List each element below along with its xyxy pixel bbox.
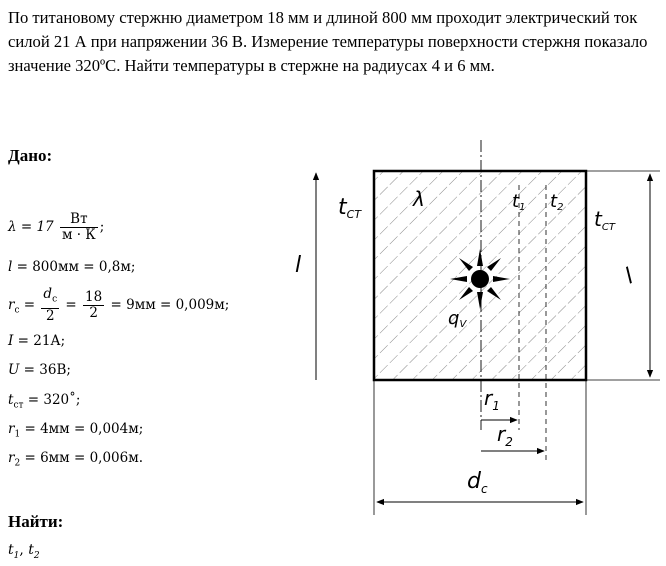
label-l-left: l	[295, 253, 302, 278]
label-tst-left: tСТ	[338, 195, 362, 221]
find-t1: t	[8, 542, 14, 558]
lambda-tail: ;	[99, 219, 105, 235]
label-r1: $r_1$	[484, 386, 500, 413]
dc-symbol: d	[43, 286, 53, 302]
lambda-unit-den: м · К	[61, 227, 96, 243]
label-tst-right: $t_{СТ}$	[594, 207, 615, 233]
lambda-unit-num: Вт	[60, 212, 98, 228]
r2-symbol: r	[8, 450, 15, 466]
label-lambda: λ	[413, 187, 425, 211]
dc-sub: c	[52, 294, 58, 305]
current-symbol: I	[8, 333, 14, 349]
given-heading: Дано:	[8, 146, 53, 165]
r1-sub: 1	[14, 429, 21, 440]
label-qv: qV	[448, 308, 467, 330]
find-t2: t	[28, 542, 34, 558]
find-sep: ,	[19, 542, 29, 558]
radius-frac-2-den: 2	[89, 304, 98, 321]
label-r2: $r_2$	[497, 422, 513, 449]
tsurf-symbol: t	[8, 392, 14, 408]
heat-source-core	[471, 270, 489, 288]
voltage-value: = 36В;	[19, 362, 71, 378]
tsurf-sub: ст	[13, 400, 24, 411]
problem-statement: По титановому стержню диаметром 18 мм и длиной 800 мм проходит электрический ток силой 21 А при напряжении 36 В. Измерение температуры поверхности стержня показало значение 320ºС. Найти температуры в стержне на радиусах 4 и 6 мм.	[8, 8, 648, 75]
current-value: = 21А;	[13, 333, 66, 349]
label-dc: $d_c$	[467, 469, 488, 496]
radius-eq: =	[19, 296, 40, 313]
r1-symbol: r	[8, 421, 15, 437]
label-l-right: l	[621, 264, 638, 290]
radius-frac-2-num: 18	[85, 288, 103, 305]
tsurf-value: = 320˚;	[23, 392, 81, 408]
lambda-lhs: λ = 17	[8, 219, 54, 235]
voltage-symbol: U	[8, 362, 20, 378]
length-symbol: l	[8, 259, 13, 275]
r1-value: = 4мм = 0,004м;	[20, 421, 144, 437]
label-t1: t1	[512, 191, 526, 213]
find-t1-sub: 1	[13, 550, 20, 561]
radius-value: = 9мм = 0,009м;	[106, 296, 230, 313]
radius-symbol: r	[8, 296, 15, 313]
radius-sub: c	[14, 305, 20, 316]
label-t2: t2	[550, 191, 564, 213]
find-t2-sub: 2	[33, 550, 40, 561]
r2-value: = 6мм = 0,006м.	[20, 450, 144, 466]
radius-frac-1-den: 2	[45, 307, 55, 324]
r2-sub: 2	[14, 458, 21, 469]
find-heading: Найти:	[8, 512, 64, 531]
radius-eq-2: =	[61, 296, 82, 313]
heat-source	[450, 249, 510, 309]
length-value: = 800мм = 0,8м;	[12, 259, 136, 275]
